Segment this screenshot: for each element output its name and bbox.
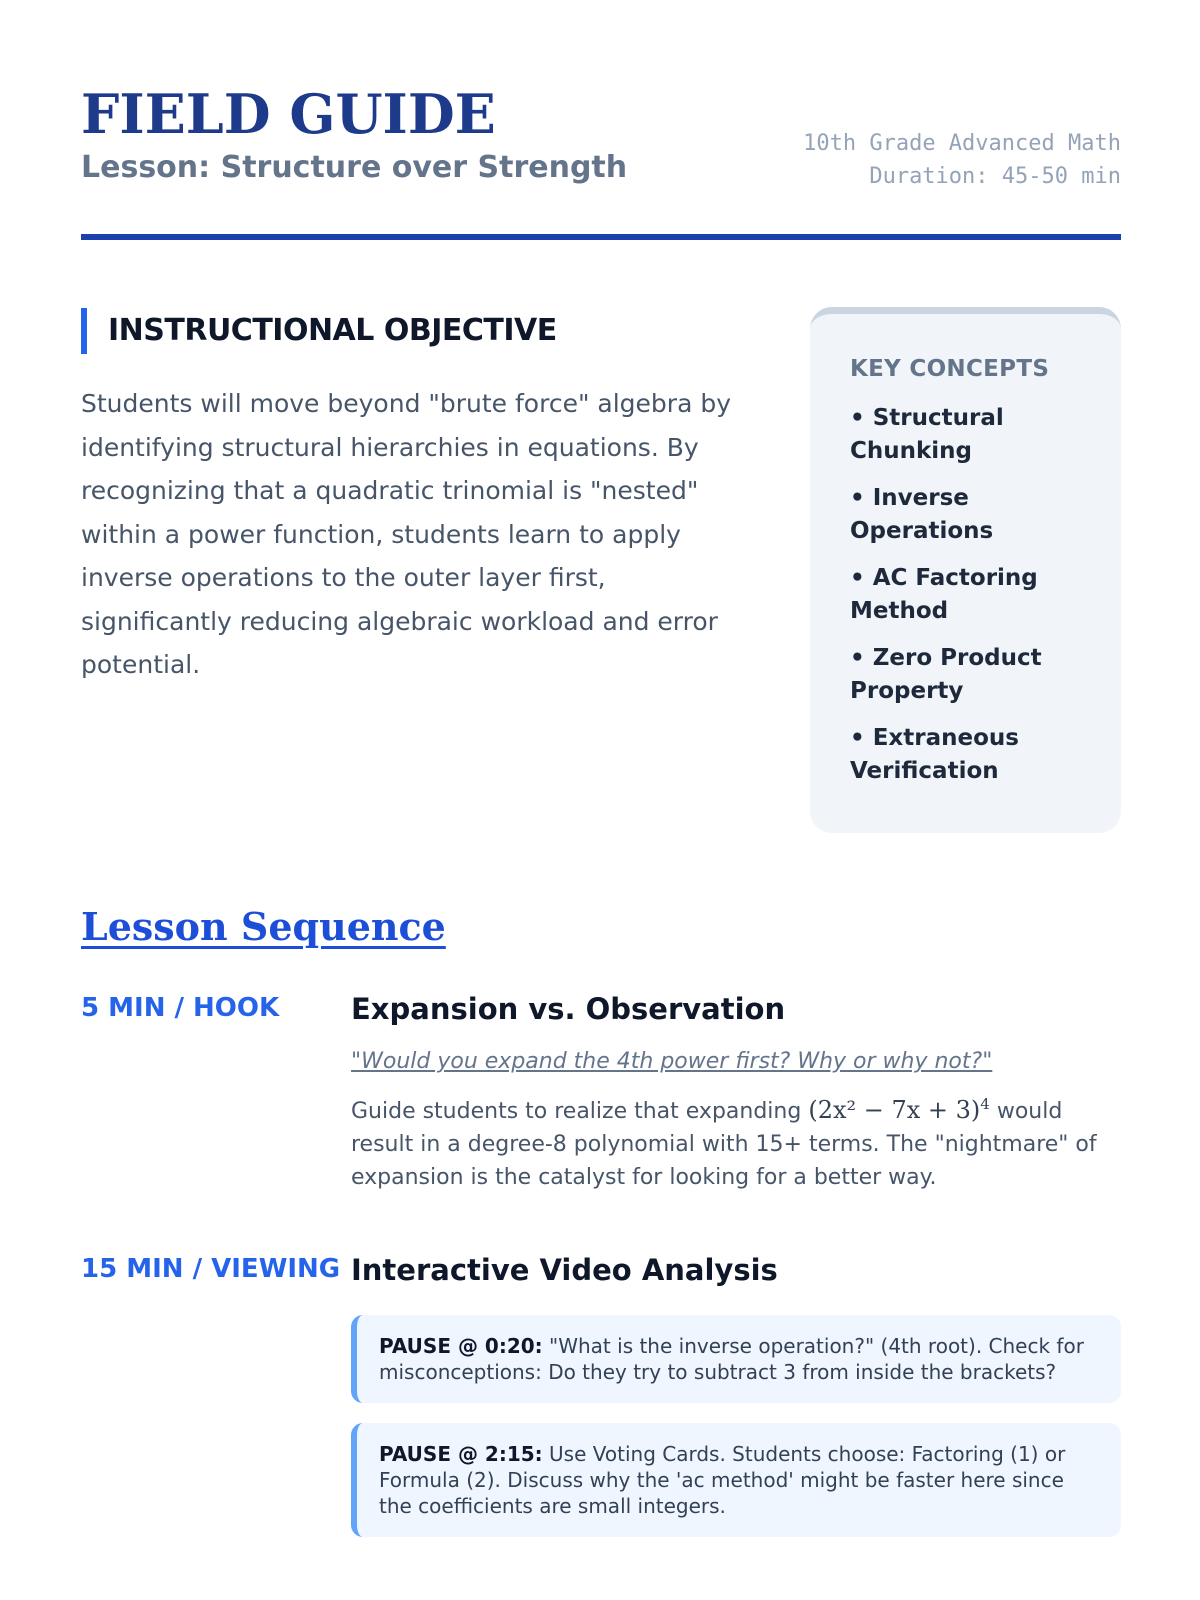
key-concept-item: • Inverse Operations [850,485,994,544]
pause-label: PAUSE @ 2:15: [379,1442,543,1466]
pause-label: PAUSE @ 0:20: [379,1334,543,1358]
step-title: Expansion vs. Observation [351,992,786,1026]
key-concepts-heading: KEY CONCEPTS [850,356,1050,382]
lesson-meta [803,127,1121,193]
objective-text: Students will move beyond "brute force" algebra by identifying structural hierarchies in equations. By recognizing that a quadratic trinomial is "nested" within a power function, students learn to apply inverse operations to the outer layer first, significantly reducing algebraic workload and error potential. [81,389,731,679]
pause-note [351,1315,1121,1403]
objective-accent-bar [81,308,87,354]
grade-level: 10th Grade Advanced Math [803,131,1121,156]
header-divider [81,234,1121,240]
key-concept-item: • Structural Chunking [850,405,1004,464]
step-title: Interactive Video Analysis [351,1253,778,1287]
pause-note [351,1423,1121,1537]
lesson-sequence-heading: Lesson Sequence [81,904,446,949]
math-expression [808,1096,990,1124]
pause-text: Use Voting Cards. Students choose: Factoring (1) or Formula (2). Discuss why the 'ac method' might be faster here since the coefficients are small integers. [379,1442,1066,1518]
key-concept-item: • Zero Product Property [850,645,1042,704]
step-text-start: Guide students to realize that expanding [351,1099,809,1124]
step-time-label: 15 MIN / VIEWING [81,1254,341,1284]
objective-heading-block [81,308,741,354]
step-description [351,1088,1121,1194]
header [81,82,1121,242]
discussion-prompt: "Would you expand the 4th power first? Why or why not?" [351,1049,993,1074]
math-base: (2x² − 7x + 3) [808,1096,981,1124]
instructional-objective [81,308,741,687]
math-exponent: 4 [980,1095,990,1113]
page-title: FIELD GUIDE [81,82,496,146]
lesson-duration: Duration: 45-50 min [869,164,1121,189]
step-body [351,1249,1121,1537]
pause-text: "What is the inverse operation?" (4th root). Check for misconceptions: Do they try to subtract 3 from inside the brackets? [379,1334,1084,1384]
objective-heading: INSTRUCTIONAL OBJECTIVE [108,313,557,348]
key-concepts-list [850,402,1093,788]
key-concept-item: • Extraneous Verification [850,725,1019,784]
key-concept-item: • AC Factoring Method [850,565,1038,624]
step-text-end: would result in a degree-8 polynomial with 15+ terms. The "nightmare" of expansion is the catalyst for looking for a better way. [351,1099,1097,1190]
lesson-subtitle: Lesson: Structure over Strength [81,150,628,185]
step-body [351,988,1121,1194]
key-concepts-card [810,307,1121,833]
step-time-label: 5 MIN / HOOK [81,993,280,1023]
